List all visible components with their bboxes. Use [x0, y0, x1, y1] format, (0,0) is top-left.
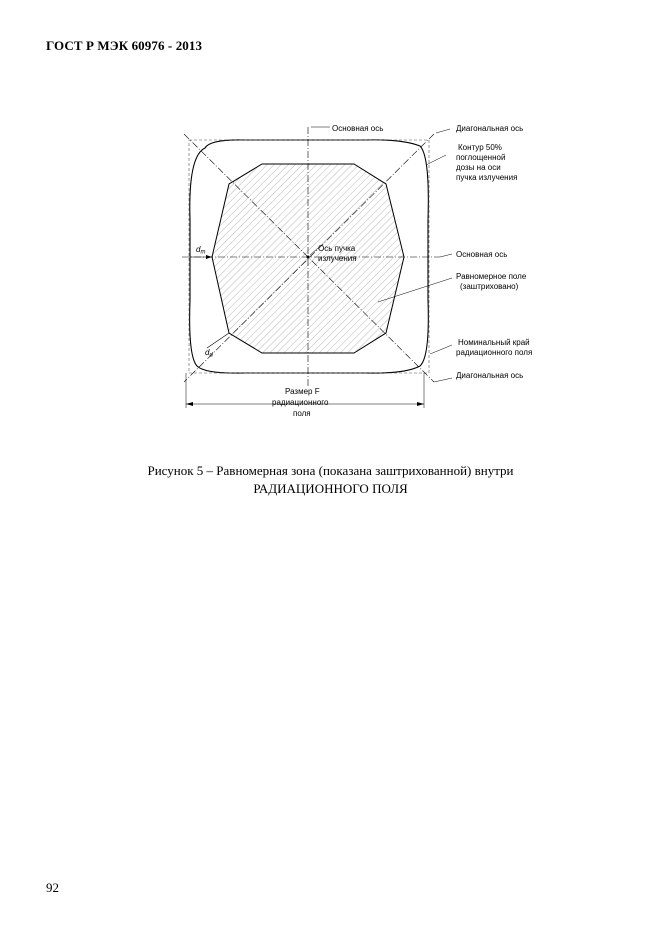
figure-caption-line2: РАДИАЦИОННОГО ПОЛЯ [253, 481, 408, 496]
label-contour-line2: поглощенной [456, 153, 506, 162]
label-main-axis-top: Основная ось [332, 124, 384, 133]
leader-diagonal-top [436, 129, 450, 133]
label-size-line3: поля [293, 409, 311, 418]
size-arrow-left [186, 402, 193, 406]
leader-nominal [430, 345, 452, 354]
label-beam-axis-line2: излучения [318, 254, 357, 263]
label-nominal-line2: радиационного поля [456, 348, 533, 357]
document-header: ГОСТ Р МЭК 60976 - 2013 [46, 38, 203, 53]
label-contour-line4: пучка излучения [456, 173, 518, 182]
label-dm: dm [196, 245, 206, 256]
label-diagonal-axis-bottom: Диагональная ось [456, 371, 524, 380]
figure-caption-line1: Рисунок 5 – Равномерная зона (показана заштрихованной) внутри [147, 463, 514, 478]
label-beam-axis-line1: Ось пучка [318, 244, 356, 253]
page-number: 92 [46, 880, 59, 895]
label-contour-line3: дозы на оси [456, 163, 501, 172]
label-uniform-line1: Равномерное поле [456, 272, 527, 281]
label-nominal-line1: Номинальный край [458, 338, 530, 347]
radiation-field-figure [0, 0, 661, 460]
label-main-axis-right: Основная ось [456, 250, 508, 259]
size-arrow-right [417, 402, 424, 406]
dm-arrow [206, 255, 212, 259]
label-dd: dd [205, 348, 213, 359]
leader-diagonal-bottom [434, 378, 452, 382]
label-contour-line1: Контур 50% [458, 143, 502, 152]
label-size-line1: Размер F [285, 387, 320, 396]
label-uniform-line2: (заштриховано) [460, 282, 519, 291]
label-size-line2: радиационного [272, 398, 329, 407]
leader-main-axis-right [440, 254, 452, 257]
beam-axis-point [307, 256, 310, 259]
label-diagonal-axis-top: Диагональная ось [456, 124, 524, 133]
